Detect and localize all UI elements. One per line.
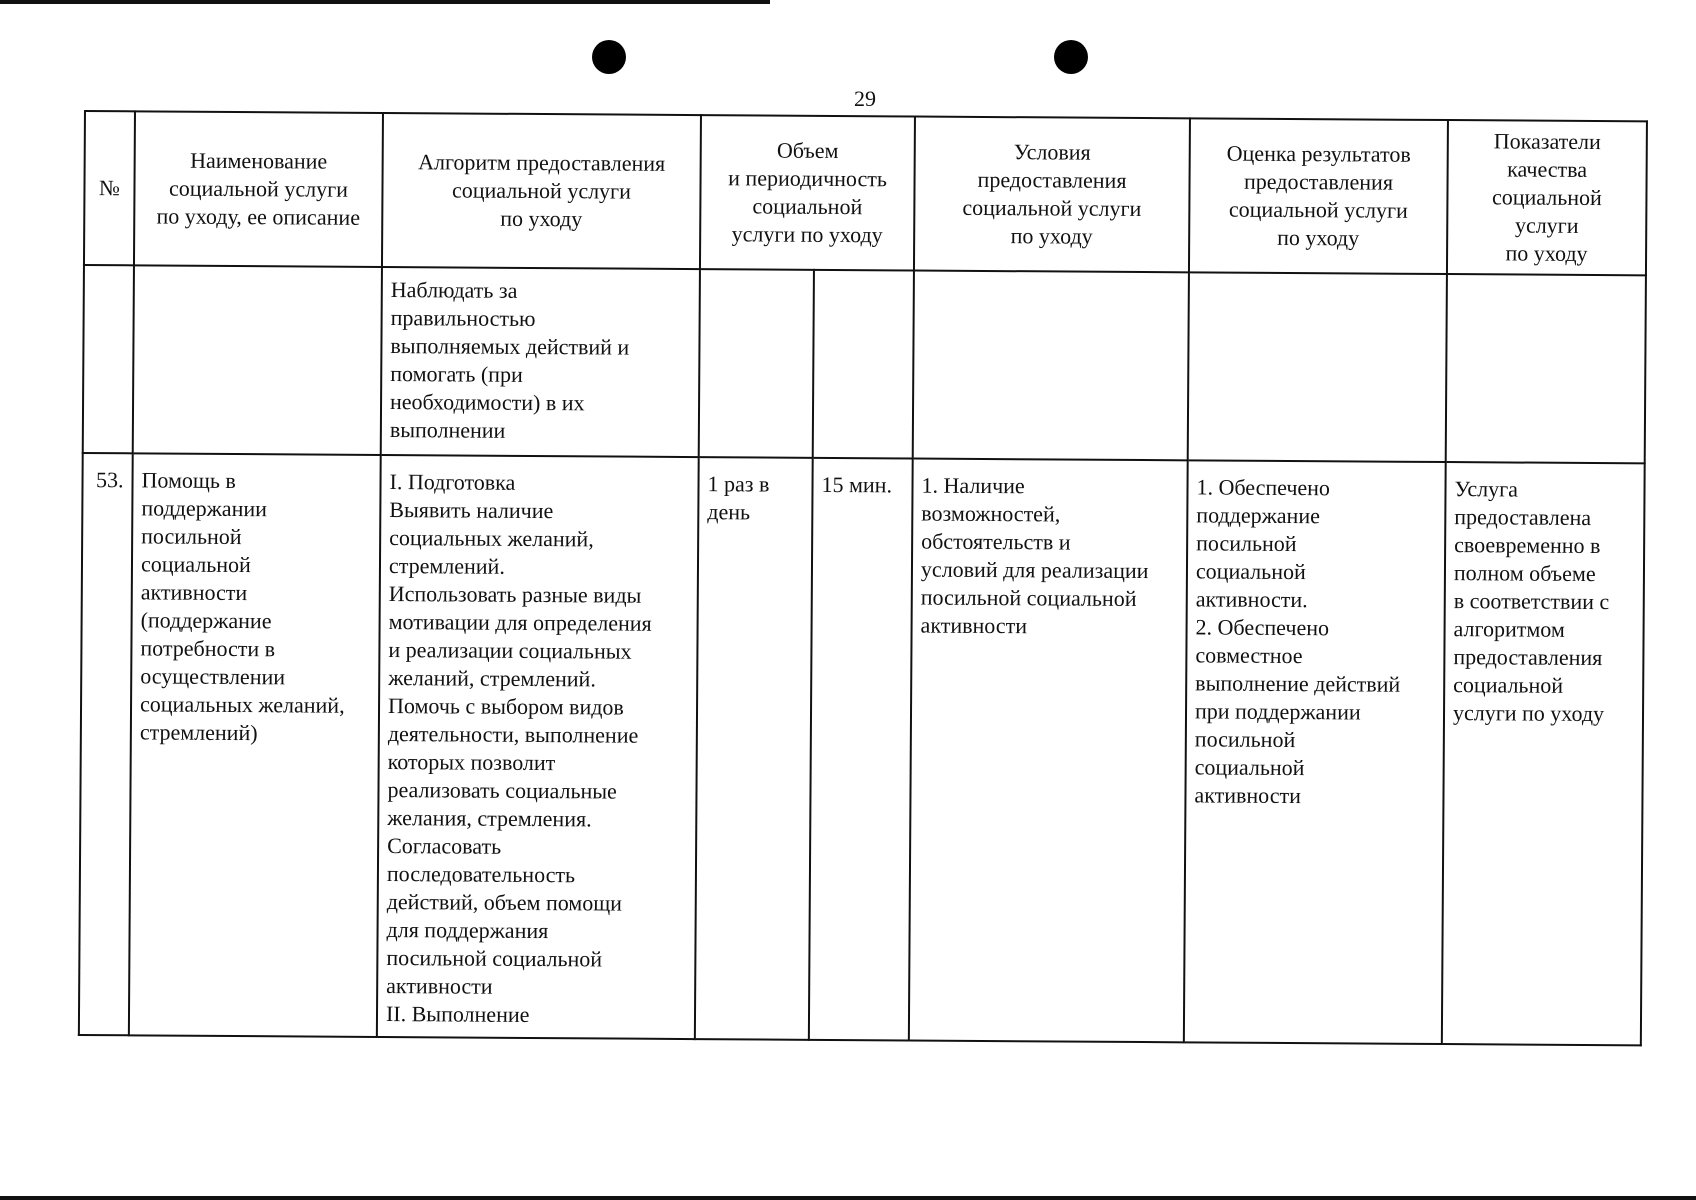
punch-hole-left (592, 40, 626, 74)
header-algorithm: Алгоритм предоставления социальной услуги по уходу (382, 113, 701, 269)
cell-service-name: Помощь в поддержании посильной социальной активности (поддержание потребности в осуществлении социальных желаний, стремлений) (129, 453, 381, 1037)
cell-empty (1188, 272, 1447, 462)
cell-row-number: 53. (79, 453, 133, 1035)
cell-empty (133, 265, 382, 455)
scan-edge-top (0, 0, 770, 4)
header-row (84, 111, 1647, 275)
cell-empty (699, 269, 814, 458)
cell-quality: Услуга предоставлена своевременно в полном объеме в соответствии с алгоритмом предоставления социальной услуги по уходу (1442, 462, 1645, 1045)
table-row-continuation (83, 265, 1646, 463)
cell-empty (1446, 274, 1646, 463)
header-volume: Объем и периодичность социальной услуги по уходу (700, 115, 915, 270)
cell-algorithm-continuation: Наблюдать за правильностью выполняемых действий и помогать (при необходимости) в их выполнении (381, 267, 700, 457)
header-name: Наименование социальной услуги по уходу, ее описание (134, 111, 383, 267)
cell-empty (913, 271, 1189, 461)
header-quality: Показатели качества социальной услуги по уходу (1447, 120, 1647, 275)
scan-edge-bottom (0, 1196, 1696, 1200)
cell-conditions: 1. Наличие возможностей, обстоятельств и условий для реализации посильной социальной активности (909, 459, 1188, 1043)
header-num: № (84, 111, 135, 265)
cell-empty (813, 270, 914, 459)
cell-duration: 15 мин. (809, 458, 913, 1041)
page-number: 29 (854, 86, 876, 111)
cell-algorithm: I. Подготовка Выявить наличие социальных желаний, стремлений. Использовать разные виды мотивации для определения и реализации социальных желаний, стремлений. Помочь с выбором видов деятельности, выполнение которых позволит реализовать социальные желания, стремления. Согласовать последовательность действий, объем помощи для поддержания посильной социальной активности II. Выполнение (377, 455, 699, 1039)
social-services-table (78, 110, 1648, 1046)
cell-evaluation: 1. Обеспечено поддержание посильной социальной активности. 2. Обеспечено совместное выполнение действий при поддержании посильной социальной активности (1184, 460, 1446, 1044)
table-row-53 (79, 453, 1645, 1045)
cell-periodicity: 1 раз в день (695, 457, 813, 1040)
punch-hole-right (1054, 40, 1088, 74)
cell-empty (83, 265, 134, 453)
header-evaluation: Оценка результатов предоставления социальной услуги по уходу (1189, 118, 1448, 274)
header-conditions: Условия предоставления социальной услуги по уходу (914, 117, 1190, 273)
